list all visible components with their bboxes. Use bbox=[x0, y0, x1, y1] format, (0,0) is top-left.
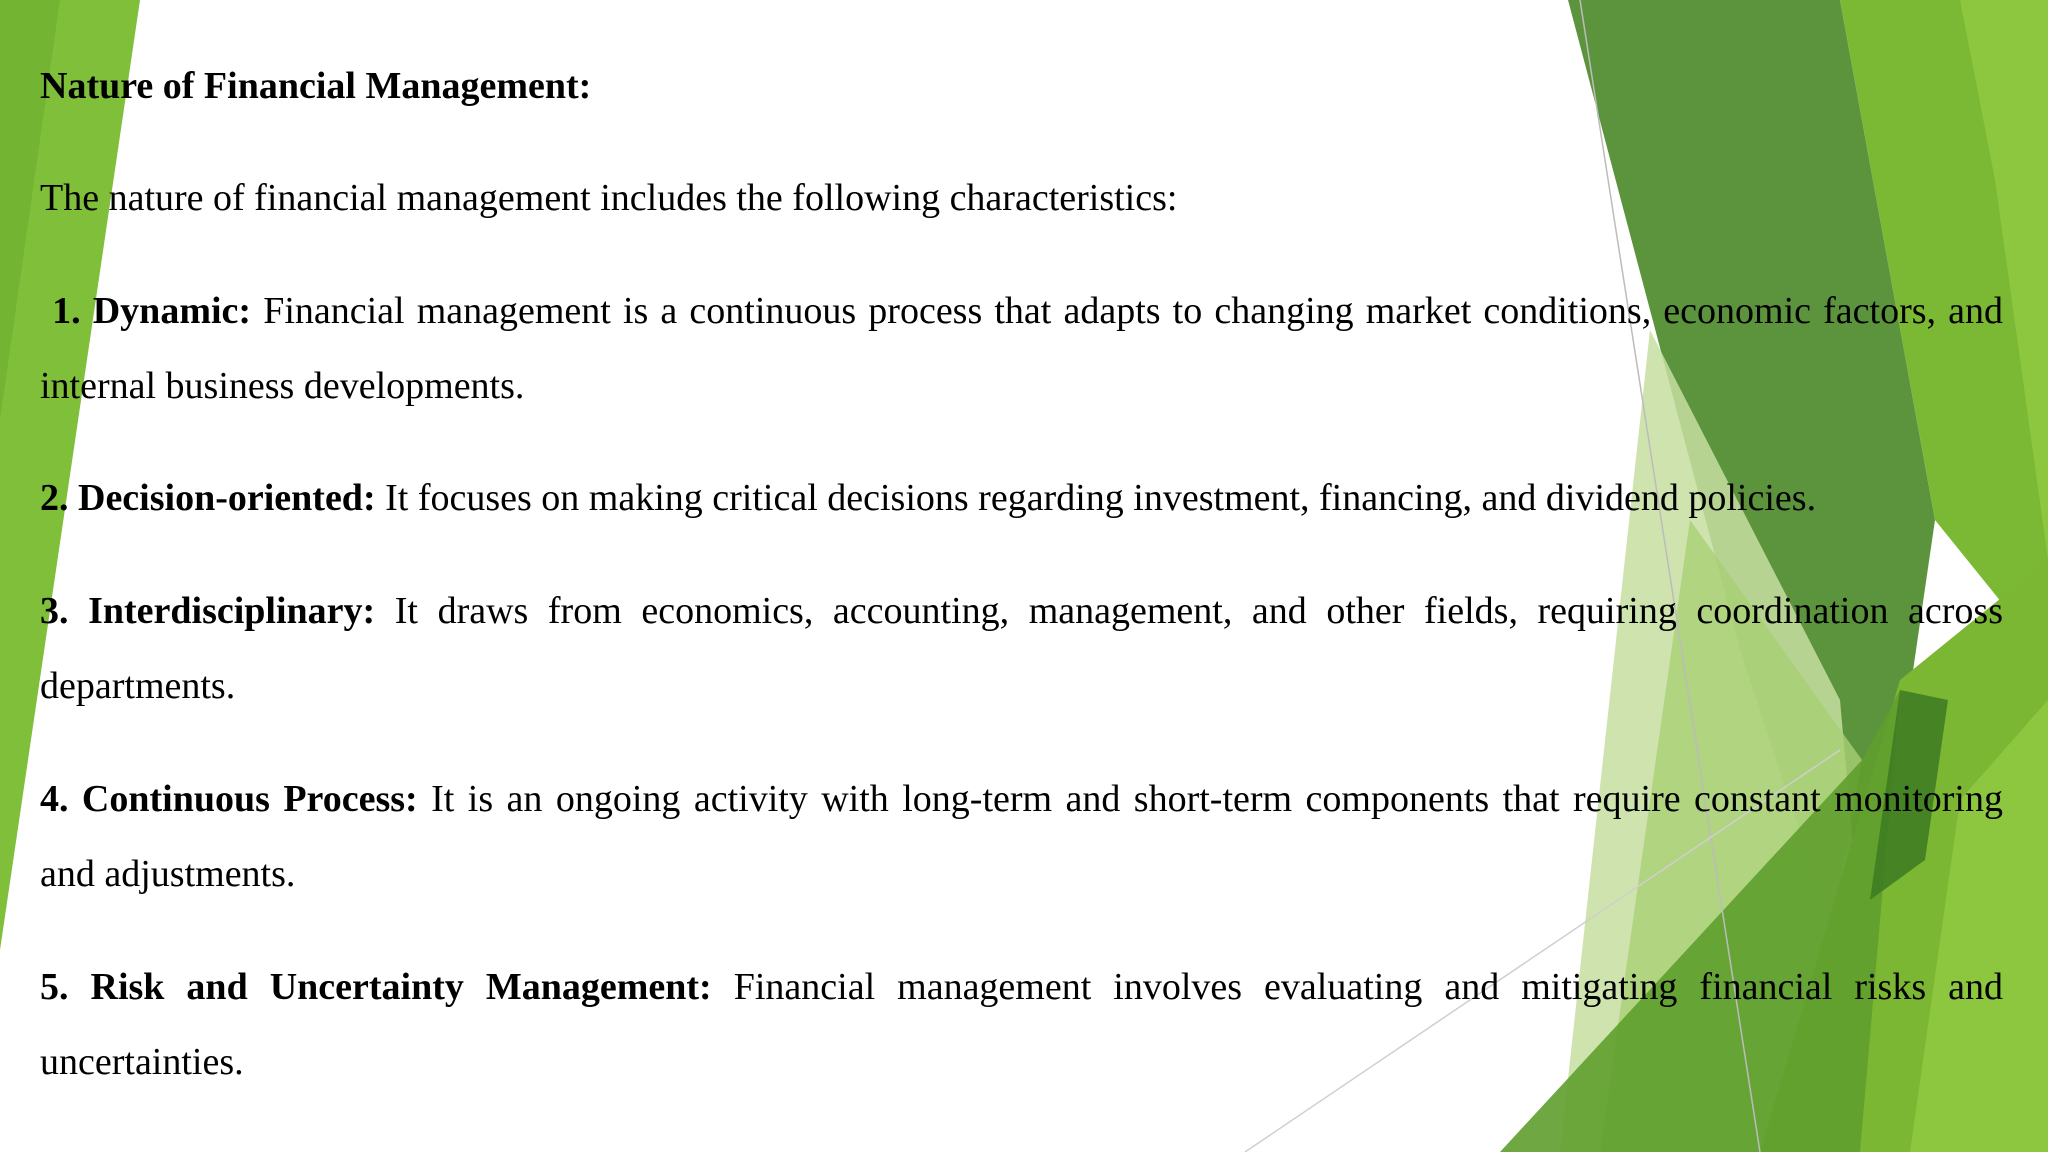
characteristic-item bbox=[40, 574, 2003, 724]
intro-text: The nature of financial management includes the following characteristics: bbox=[40, 177, 1178, 219]
characteristic-text: Financial management involves evaluating and mitigating financial risks and uncertainties. bbox=[40, 966, 2004, 1083]
characteristic-label: 2. Decision-oriented: bbox=[40, 477, 376, 519]
characteristic-text: Financial management is a continuous process that adapts to changing market conditions, economic factors, and internal business developments. bbox=[40, 290, 2004, 407]
characteristic-item bbox=[40, 950, 2003, 1100]
characteristic-label: 4. Continuous Process: bbox=[40, 778, 418, 820]
slide-heading: Nature of Financial Management: bbox=[40, 65, 592, 107]
characteristic-text: It focuses on making critical decisions regarding investment, financing, and dividend policies. bbox=[385, 477, 1817, 519]
characteristic-label: 1. Dynamic: bbox=[52, 290, 252, 332]
characteristic-label: 5. Risk and Uncertainty Management: bbox=[40, 966, 712, 1008]
characteristic-text: It draws from economics, accounting, management, and other fields, requiring coordination across departments. bbox=[40, 590, 2003, 707]
characteristic-text: It is an ongoing activity with long-term and short-term components that require constant monitoring and adjustments. bbox=[40, 778, 2003, 895]
characteristic-item bbox=[40, 461, 2003, 536]
characteristic-item bbox=[40, 762, 2003, 912]
characteristic-label: 3. Interdisciplinary: bbox=[40, 590, 376, 632]
characteristic-item bbox=[40, 274, 2003, 424]
